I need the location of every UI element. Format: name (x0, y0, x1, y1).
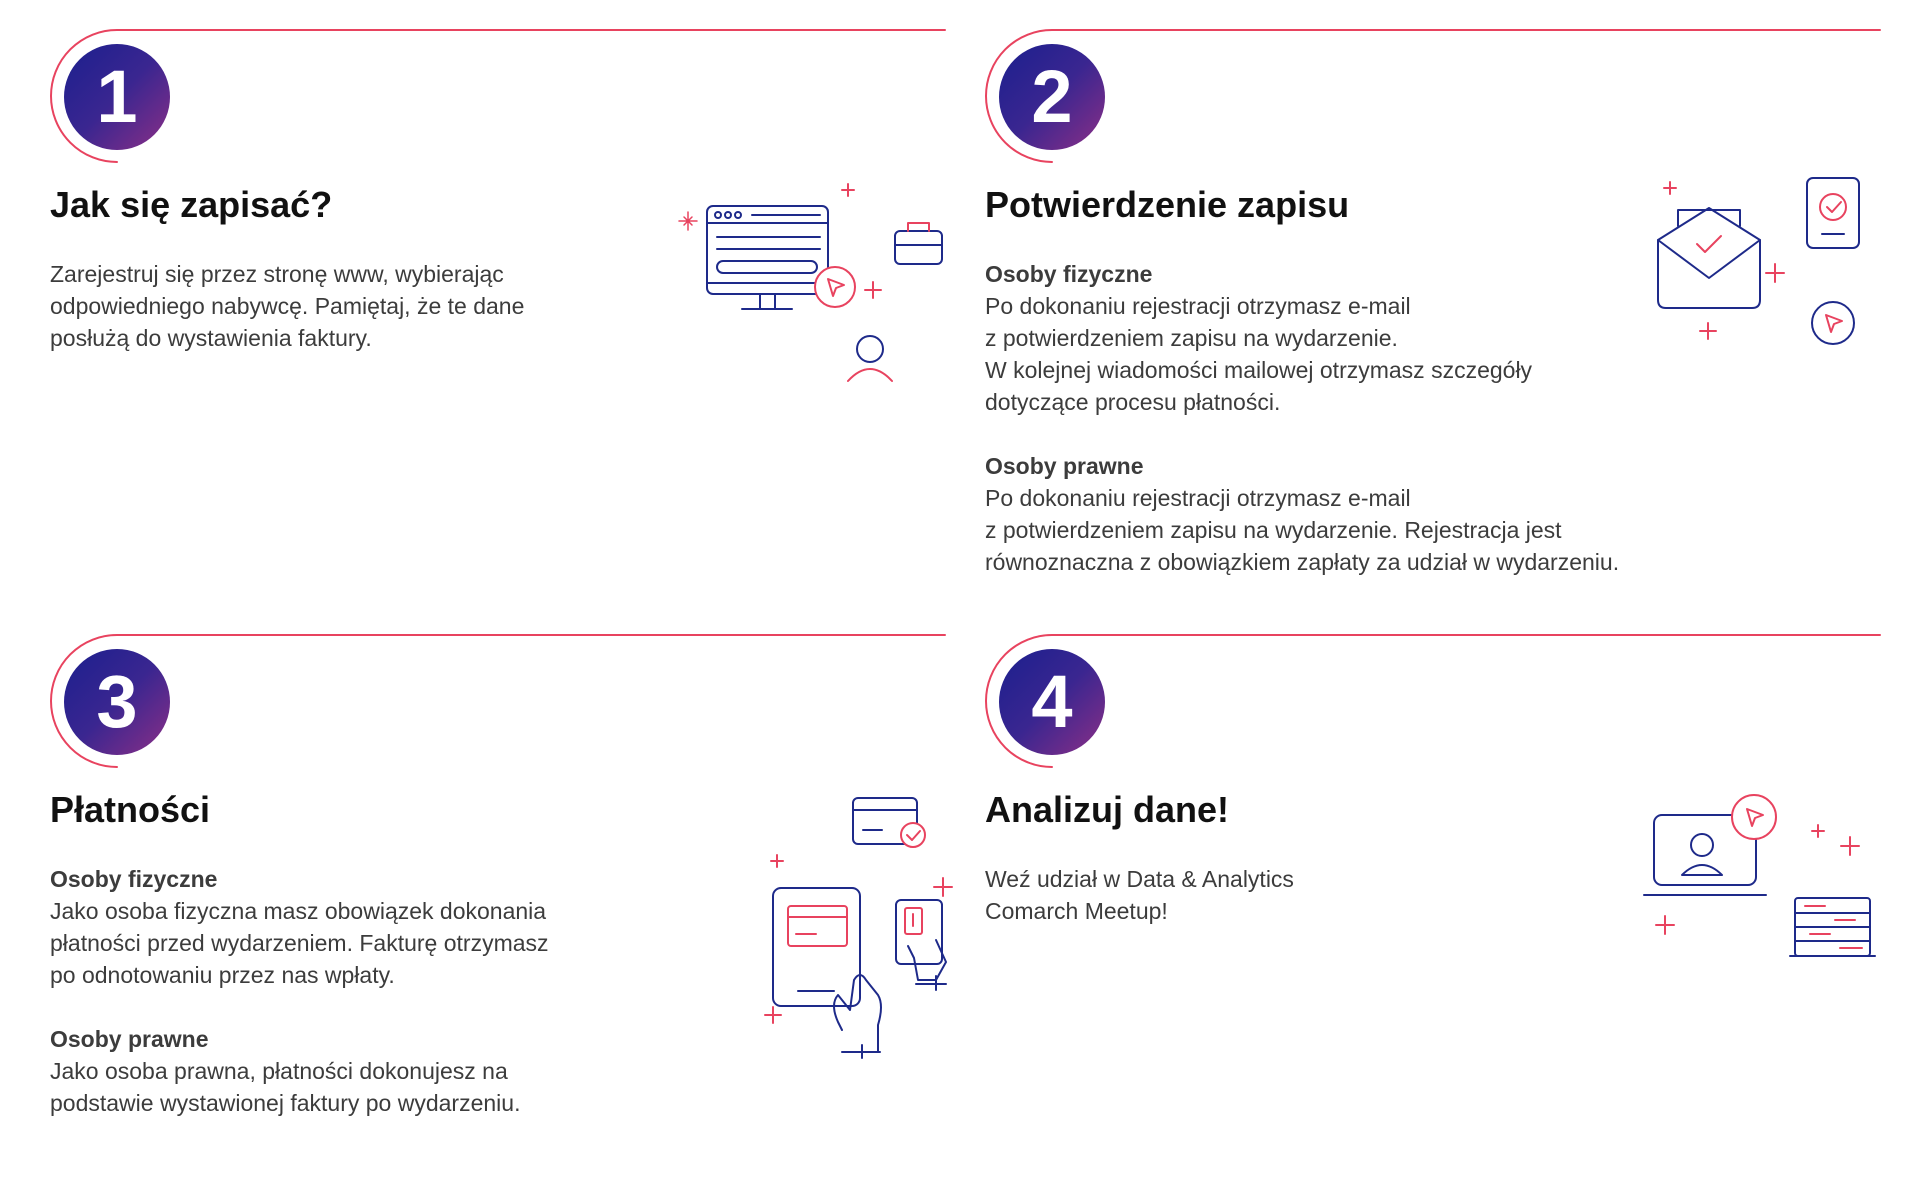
step-1-section (0, 0, 940, 560)
step-description (985, 863, 1294, 927)
description-line: W kolejnej wiadomości mailowej otrzymasz szczegóły (985, 357, 1533, 383)
description-line: po odnotowaniu przez nas wpłaty. (50, 962, 395, 988)
step-3-section (0, 605, 940, 1165)
sparkle-icon (842, 184, 854, 196)
section-heading: Osoby fizyczne (985, 261, 1153, 287)
cursor-icon (1732, 795, 1776, 839)
description-line: podstawie wystawionej faktury po wydarzeniu. (50, 1090, 521, 1116)
sparkle-icon (679, 212, 697, 230)
step-description-individuals (50, 863, 549, 991)
step-4-section (935, 605, 1875, 1165)
step-description-companies (985, 450, 1619, 578)
description-line: posłużą do wystawienia faktury. (50, 325, 372, 351)
description-line: z potwierdzeniem zapisu na wydarzenie. Rejestracja jest (985, 517, 1562, 543)
description-line: Jako osoba prawna, płatności dokonujesz na (50, 1058, 508, 1084)
sparkle-icon (1841, 837, 1859, 855)
email-confirmation-illustration (1645, 170, 1885, 360)
sparkle-icon (1656, 916, 1674, 934)
monitor-icon (707, 206, 828, 309)
credit-card-check-icon (853, 798, 925, 847)
sparkle-icon (1700, 323, 1716, 339)
data-table-icon (1790, 898, 1875, 956)
step-number-badge: 3 (64, 649, 170, 755)
description-line: z potwierdzeniem zapisu na wydarzenie. (985, 325, 1398, 351)
tablet-card-icon (773, 888, 881, 1058)
description-line: dotyczące procesu płatności. (985, 389, 1281, 415)
cursor-icon (1812, 302, 1854, 344)
step-title: Płatności (50, 789, 211, 830)
data-analysis-illustration (1640, 785, 1875, 960)
description-line: Jako osoba fizyczna masz obowiązek dokonania (50, 898, 547, 924)
sparkle-icon (771, 855, 783, 867)
description-line: Comarch Meetup! (985, 898, 1168, 924)
step-number-badge: 1 (64, 44, 170, 150)
description-line: Zarejestruj się przez stronę www, wybierając (50, 261, 504, 287)
computer-signup-illustration (670, 175, 950, 390)
description-line: odpowiedniego nabywcę. Pamiętaj, że te dane (50, 293, 525, 319)
section-heading: Osoby fizyczne (50, 866, 218, 892)
sparkle-icon (1812, 825, 1824, 837)
step-number-badge: 4 (999, 649, 1105, 755)
description-line: płatności przed wydarzeniem. Fakturę otrzymasz (50, 930, 549, 956)
sparkle-icon (865, 282, 881, 298)
step-2-section (935, 0, 1875, 575)
envelope-icon (1658, 208, 1760, 308)
step-description-companies (50, 1023, 520, 1119)
step-number-badge: 2 (999, 44, 1105, 150)
phone-check-icon (1807, 178, 1859, 248)
user-icon (848, 336, 892, 381)
step-title: Analizuj dane! (985, 789, 1230, 830)
section-heading: Osoby prawne (50, 1026, 209, 1052)
payment-illustration (750, 790, 950, 1060)
step-description (50, 258, 524, 354)
sparkle-icon (1664, 182, 1676, 194)
step-description-individuals (985, 258, 1532, 418)
cursor-icon (815, 267, 855, 307)
step-title: Jak się zapisać? (50, 184, 333, 225)
description-line: równoznaczna z obowiązkiem zapłaty za udział w wydarzeniu. (985, 549, 1620, 575)
step-title: Potwierdzenie zapisu (985, 184, 1350, 225)
section-heading: Osoby prawne (985, 453, 1144, 479)
description-line: Po dokonaniu rejestracji otrzymasz e-mail (985, 293, 1411, 319)
sparkle-icon (765, 1007, 781, 1023)
sparkle-icon (1766, 264, 1784, 282)
description-line: Po dokonaniu rejestracji otrzymasz e-mail (985, 485, 1411, 511)
description-line: Weź udział w Data & Analytics (985, 866, 1294, 892)
